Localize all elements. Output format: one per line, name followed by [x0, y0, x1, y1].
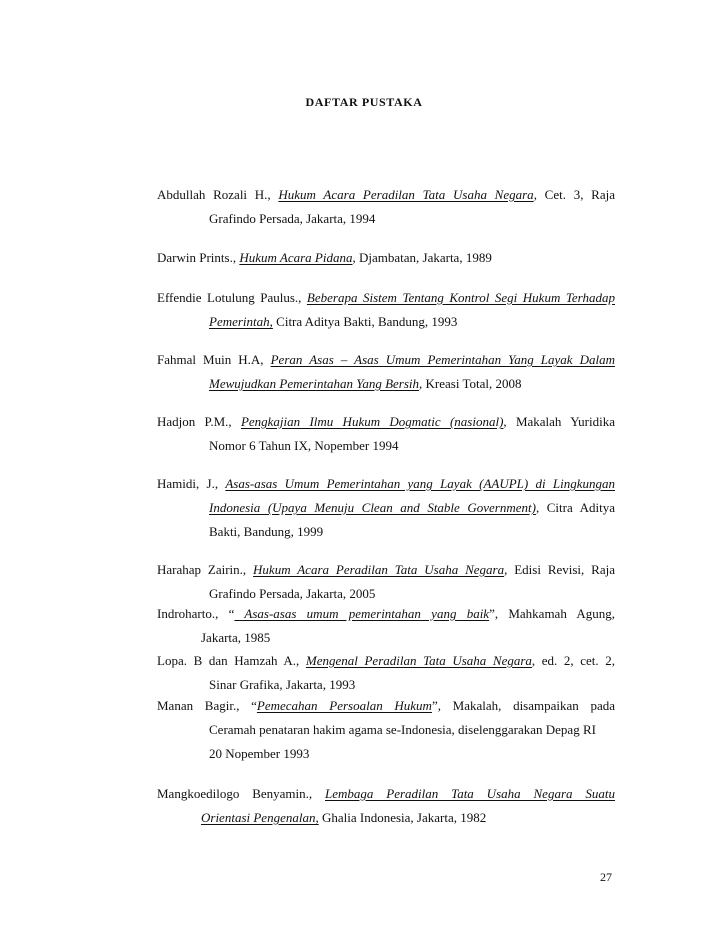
reference-entry: Mangkoedilogo Benyamin., Lembaga Peradilan Tata Usaha Negara Suatu Orientasi Pengenalan, Ghalia Indonesia, Jakarta, 1982: [157, 786, 615, 825]
page-number: 27: [600, 870, 612, 884]
reference-title: Lembaga Peradilan Tata Usaha Negara Suatu: [325, 786, 615, 801]
reference-title: Hukum Acara Pidana: [239, 250, 353, 265]
reference-title: Pengkajian Ilmu Hukum Dogmatic (nasional): [240, 414, 504, 429]
reference-title: Peran Asas – Asas Umum Pemerintahan Yang Layak Dalam: [270, 352, 615, 367]
reference-title: Asas-asas Umum Pemerintahan yang Layak (AAUPL) di Lingkungan: [225, 476, 615, 491]
reference-title: Asas-asas umum pemerintahan yang baik: [234, 606, 490, 621]
reference-entry: Manan Bagir., “Pemecahan Persoalan Hukum”, Makalah, disampaikan pada Ceramah penataran hakim agama se-Indonesia, diselenggarakan Depag RI 20 Nopember 1993: [157, 698, 615, 761]
reference-title: Hukum Acara Peradilan Tata Usaha Negara: [278, 187, 534, 202]
reference-entry: Lopa. B dan Hamzah A., Mengenal Peradilan Tata Usaha Negara, ed. 2, cet. 2, Sinar Grafika, Jakarta, 1993: [157, 653, 615, 692]
reference-entry: Darwin Prints., Hukum Acara Pidana, Djambatan, Jakarta, 1989: [157, 250, 492, 265]
page-title: DAFTAR PUSTAKA: [305, 95, 423, 109]
reference-title: Mengenal Peradilan Tata Usaha Negara: [305, 653, 532, 668]
reference-entry: Hamidi, J., Asas-asas Umum Pemerintahan yang Layak (AAUPL) di Lingkungan Indonesia (Upaya Menuju Clean and Stable Government), Citra Aditya Bakti, Bandung, 1999: [157, 476, 615, 539]
reference-title: Hukum Acara Peradilan Tata Usaha Negara: [253, 562, 505, 577]
reference-title: Beberapa Sistem Tentang Kontrol Segi Hukum Terhadap: [306, 290, 615, 305]
reference-entry: Abdullah Rozali H., Hukum Acara Peradilan Tata Usaha Negara, Cet. 3, Raja Grafindo Persada, Jakarta, 1994: [157, 187, 615, 226]
reference-entry: Fahmal Muin H.A, Peran Asas – Asas Umum Pemerintahan Yang Layak Dalam Mewujudkan Pemerintahan Yang Bersih, Kreasi Total, 2008: [157, 352, 615, 391]
reference-entry: Hadjon P.M., Pengkajian Ilmu Hukum Dogmatic (nasional), Makalah Yuridika Nomor 6 Tahun IX, Nopember 1994: [157, 414, 615, 453]
reference-title: Pemecahan Persoalan Hukum: [256, 698, 432, 713]
reference-entry: Indroharto., “ Asas-asas umum pemerintahan yang baik”, Mahkamah Agung, Jakarta, 1985: [157, 606, 616, 645]
reference-entry: Harahap Zairin., Hukum Acara Peradilan Tata Usaha Negara, Edisi Revisi, Raja Grafindo Persada, Jakarta, 2005: [157, 562, 615, 601]
reference-entry: Effendie Lotulung Paulus., Beberapa Sistem Tentang Kontrol Segi Hukum Terhadap Pemerintah, Citra Aditya Bakti, Bandung, 1993: [157, 290, 615, 329]
